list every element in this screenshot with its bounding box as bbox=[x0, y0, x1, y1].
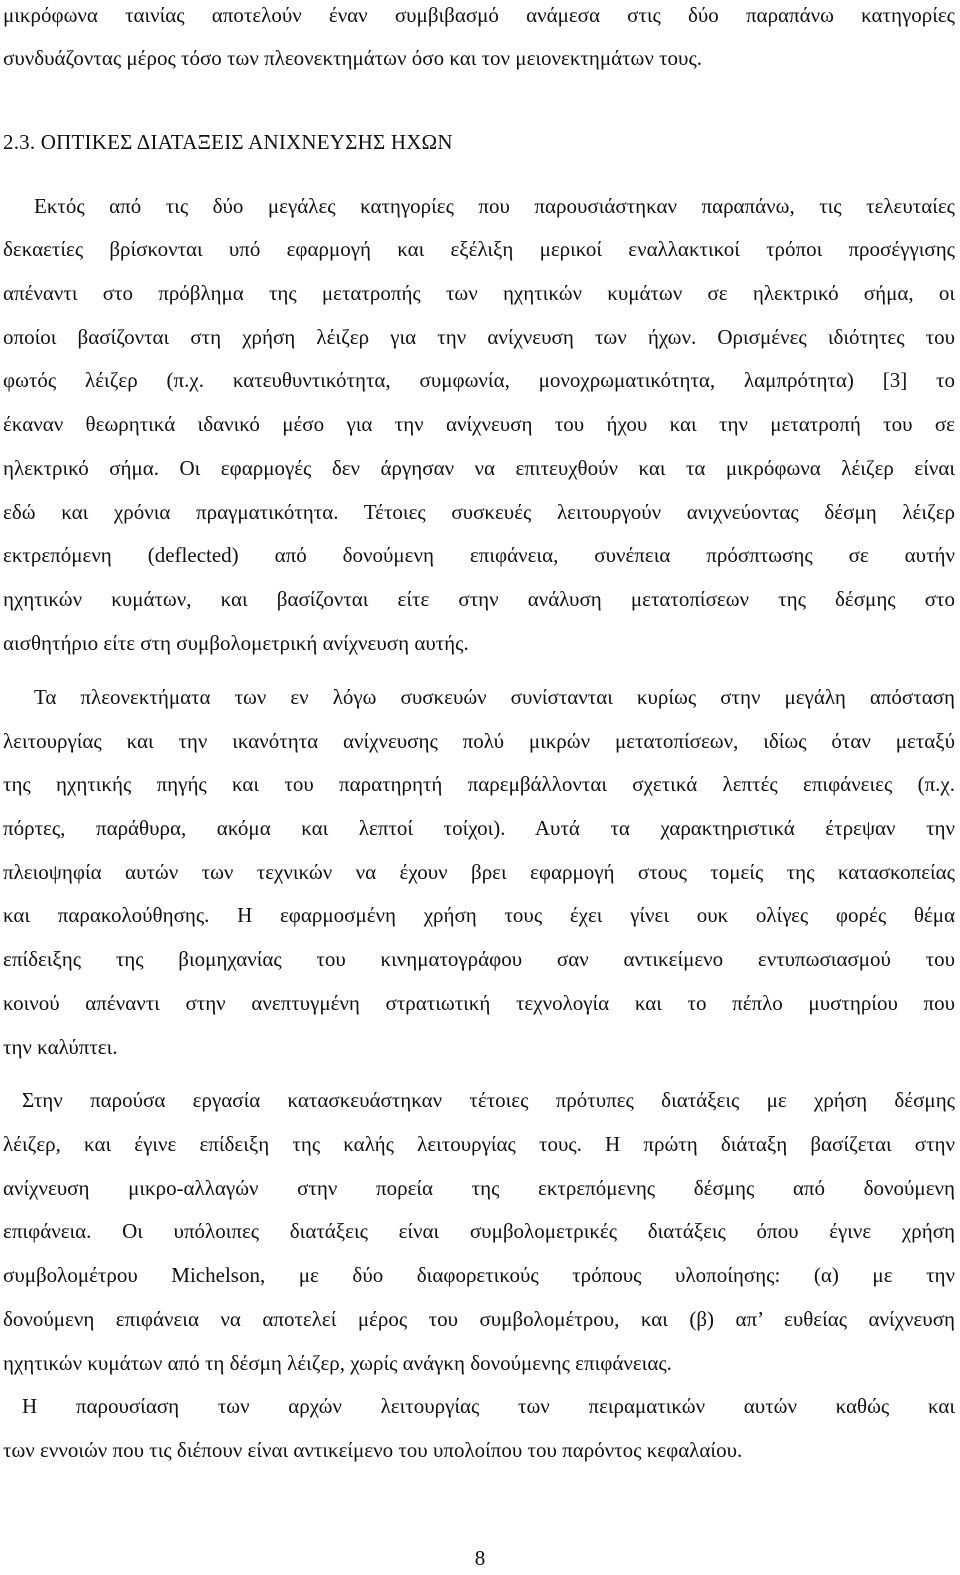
text-line: συνδυάζοντας μέρος τόσο των πλεονεκτημάτων όσο και τον μειονεκτημάτων τους. bbox=[3, 46, 703, 70]
text-line: δεκαετίες βρίσκονται υπό εφαρμογή και εξέλιξη μερικοί εναλλακτικοί τρόποι προσέγγισης bbox=[3, 237, 955, 261]
text-line: λειτουργίας και την ικανότητα ανίχνευσης πολύ μικρών μετατοπίσεων, ιδίως όταν μεταξύ bbox=[3, 729, 955, 753]
text-line: Στην παρούσα εργασία κατασκευάστηκαν τέτοιες πρότυπες διατάξεις με χρήση δέσμης bbox=[22, 1088, 955, 1112]
text-line: ηλεκτρικό σήμα. Οι εφαρμογές δεν άργησαν να επιτευχθούν και τα μικρόφωνα λέιζερ είναι bbox=[3, 456, 955, 480]
text-line: ηχητικών κυμάτων, και βασίζονται είτε στην ανάλυση μετατοπίσεων της δέσμης στο bbox=[3, 587, 955, 611]
text-line: δονούμενη επιφάνεια να αποτελεί μέρος του συμβολομέτρου, και (β) απ’ ευθείας ανίχνευση bbox=[3, 1307, 955, 1331]
text-line: απέναντι στο πρόβλημα της μετατροπής των ηχητικών κυμάτων σε ηλεκτρικό σήμα, οι bbox=[3, 281, 955, 305]
text-line: εδώ και χρόνια πραγματικότητα. Τέτοιες συσκευές λειτουργούν ανιχνεύοντας δέσμη λέιζερ bbox=[3, 500, 955, 524]
text-line: οποίοι βασίζονται στη χρήση λέιζερ για την ανίχνευση των ήχων. Ορισμένες ιδιότητες του bbox=[3, 325, 955, 349]
text-line: και παρακολούθησης. Η εφαρμοσμένη χρήση τους έχει γίνει ουκ ολίγες φορές θέμα bbox=[3, 903, 955, 927]
text-line: αισθητήριο είτε στη συμβολομετρική ανίχνευση αυτής. bbox=[3, 631, 469, 655]
text-line: λέιζερ, και έγινε επίδειξη της καλής λειτουργίας τους. Η πρώτη διάταξη βασίζεται στην bbox=[3, 1132, 955, 1156]
section-heading: 2.3. ΟΠΤΙΚΕΣ ΔΙΑΤΑΞΕΙΣ ΑΝΙΧΝΕΥΣΗΣ ΗΧΩΝ bbox=[3, 130, 453, 154]
text-line: έκαναν θεωρητικά ιδανικό μέσο για την ανίχνευση του ήχου και την μετατροπή του σε bbox=[3, 412, 955, 436]
text-line: κοινού απέναντι στην ανεπτυγμένη στρατιωτική τεχνολογία και το πέπλο μυστηρίου που bbox=[3, 991, 955, 1015]
text-line: συμβολομέτρου Michelson, με δύο διαφορετικούς τρόπους υλοποίησης: (α) με την bbox=[3, 1263, 955, 1287]
text-line: πλειοψηφία αυτών των τεχνικών να έχουν βρει εφαρμογή στους τομείς της κατασκοπείας bbox=[3, 860, 955, 884]
text-line: Η παρουσίαση των αρχών λειτουργίας των πειραματικών αυτών καθώς και bbox=[22, 1394, 955, 1418]
text-line: των εννοιών που τις διέπουν είναι αντικείμενο του υπολοίπου του παρόντος κεφαλαίου. bbox=[3, 1438, 743, 1462]
text-line: της ηχητικής πηγής και του παρατηρητή παρεμβάλλονται σχετικά λεπτές επιφάνειες (π.χ. bbox=[3, 772, 955, 796]
text-line: ανίχνευση μικρο-αλλαγών στην πορεία της εκτρεπόμενης δέσμης από δονούμενη bbox=[3, 1176, 955, 1200]
text-line: επίδειξης της βιομηχανίας του κινηματογράφου σαν αντικείμενο εντυπωσιασμού του bbox=[3, 947, 955, 971]
text-line: πόρτες, παράθυρα, ακόμα και λεπτοί τοίχοι). Αυτά τα χαρακτηριστικά έτρεψαν την bbox=[3, 816, 955, 840]
text-line: εκτρεπόμενη (deflected) από δονούμενη επιφάνεια, συνέπεια πρόσπτωσης σε αυτήν bbox=[3, 543, 955, 567]
text-line: Εκτός από τις δύο μεγάλες κατηγορίες που παρουσιάστηκαν παραπάνω, τις τελευταίες bbox=[34, 194, 955, 218]
text-line: την καλύπτει. bbox=[3, 1035, 118, 1059]
text-line: ηχητικών κυμάτων από τη δέσμη λέιζερ, χωρίς ανάγκη δονούμενης επιφάνειας. bbox=[3, 1351, 672, 1375]
page-number: 8 bbox=[474, 1546, 486, 1570]
text-line: μικρόφωνα ταινίας αποτελούν έναν συμβιβασμό ανάμεσα στις δύο παραπάνω κατηγορίες bbox=[3, 3, 955, 27]
text-line: επιφάνεια. Οι υπόλοιπες διατάξεις είναι συμβολομετρικές διατάξεις όπου έγινε χρήση bbox=[3, 1219, 955, 1243]
text-line: φωτός λέιζερ (π.χ. κατευθυντικότητα, συμφωνία, μονοχρωματικότητα, λαμπρότητα) [3] το bbox=[3, 368, 955, 392]
text-line: Τα πλεονεκτήματα των εν λόγω συσκευών συνίστανται κυρίως στην μεγάλη απόσταση bbox=[34, 685, 955, 709]
